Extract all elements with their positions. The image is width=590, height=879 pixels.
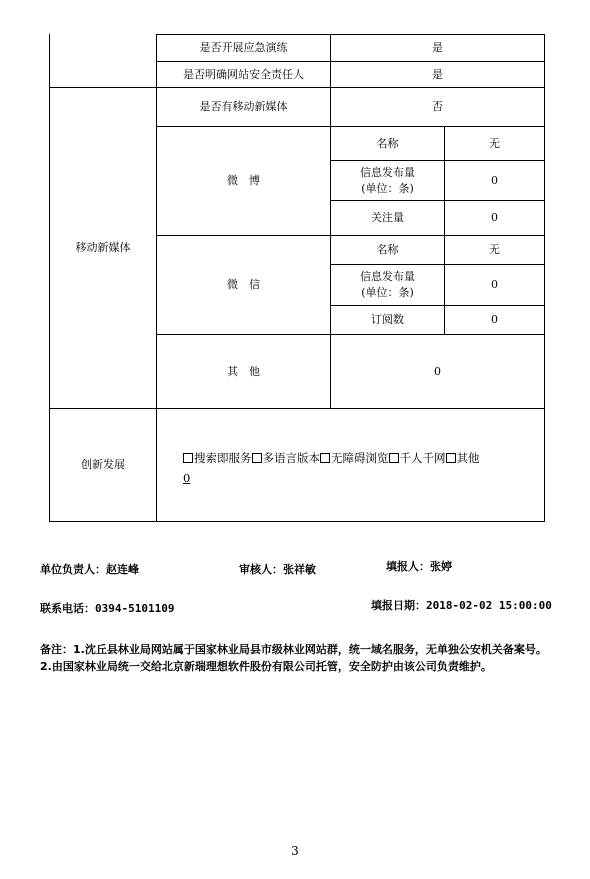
weixin-posts-unit: (单位：条) xyxy=(361,286,414,299)
new-media-section-label: 移动新媒体 xyxy=(75,241,131,254)
page-number: 3 xyxy=(291,844,299,858)
weibo-name-value: 无 xyxy=(489,136,500,150)
weibo-posts-unit: (单位：条) xyxy=(361,181,414,195)
other-option-value: 0 xyxy=(183,471,191,485)
weibo-posts-value: 0 xyxy=(491,173,498,187)
weixin-sub-label: 订阅数 xyxy=(371,313,404,326)
phone-number: 0394-5101109 xyxy=(95,602,175,615)
other-value: 0 xyxy=(434,364,441,378)
weixin-posts-value: 0 xyxy=(491,278,498,291)
weixin-name-value: 无 xyxy=(489,243,500,256)
security-owner-label: 是否明确网站安全责任人 xyxy=(183,67,304,81)
weibo-follow-value: 0 xyxy=(491,211,498,224)
weixin-posts-label xyxy=(331,265,444,305)
filler-name: 张婷 xyxy=(430,560,452,573)
fill-date-label: 填报日期： xyxy=(371,599,426,612)
security-owner-value: 是 xyxy=(432,67,443,81)
drill-label: 是否开展应急演练 xyxy=(199,41,288,54)
reviewer-name: 张祥敏 xyxy=(283,563,316,576)
unit-head-name: 赵连峰 xyxy=(106,563,139,576)
innovation-options xyxy=(183,448,543,488)
option-label: 其他 xyxy=(456,451,480,465)
has-new-media-value: 否 xyxy=(432,100,443,113)
weibo-name-label: 名称 xyxy=(376,136,399,150)
option-label: 搜索即服务 xyxy=(194,451,252,465)
remark-note: 备注：1.沈丘县林业局网站属于国家林业局县市级林业网站群，统一域名服务，无单独公安机关备案号。2.由国家林业局统一交给北京新瑞理想软件股份有限公司托管，安全防护由该公司负责维护。 xyxy=(40,643,547,673)
option-label: 千人千网 xyxy=(399,451,446,465)
phone-label: 联系电话： xyxy=(40,602,95,615)
checkbox-icon[interactable] xyxy=(446,453,456,463)
unit-head-label: 单位负责人： xyxy=(40,563,106,576)
weibo-label: 微 博 xyxy=(227,174,260,187)
weibo-posts-label xyxy=(331,161,444,200)
weibo-posts-label-text: 信息发布量 xyxy=(360,165,415,179)
weixin-name-label: 名称 xyxy=(376,243,399,256)
fill-date-value: 2018-02-02 15:00:00 xyxy=(426,599,552,612)
weixin-label: 微 信 xyxy=(227,278,260,291)
fill-date xyxy=(371,597,552,613)
reviewer xyxy=(239,561,316,577)
option-label: 多语言版本 xyxy=(262,451,320,465)
weibo-follow-label: 关注量 xyxy=(371,211,404,224)
weixin-sub-value: 0 xyxy=(491,313,498,326)
checkbox-icon[interactable] xyxy=(389,453,399,463)
has-new-media-label: 是否有移动新媒体 xyxy=(199,100,288,113)
innovation-label: 创新发展 xyxy=(81,458,125,471)
reviewer-label: 审核人： xyxy=(239,563,283,576)
filler-label: 填报人： xyxy=(386,560,430,573)
other-label: 其 他 xyxy=(227,364,260,378)
checkbox-icon[interactable] xyxy=(320,453,330,463)
weixin-posts-label-text: 信息发布量 xyxy=(360,270,415,283)
drill-value: 是 xyxy=(432,41,443,54)
filler xyxy=(386,558,452,574)
unit-head xyxy=(40,561,139,577)
checkbox-icon[interactable] xyxy=(252,453,262,463)
phone xyxy=(40,600,174,616)
option-label: 无障碍浏览 xyxy=(331,451,389,465)
checkbox-icon[interactable] xyxy=(183,453,193,463)
